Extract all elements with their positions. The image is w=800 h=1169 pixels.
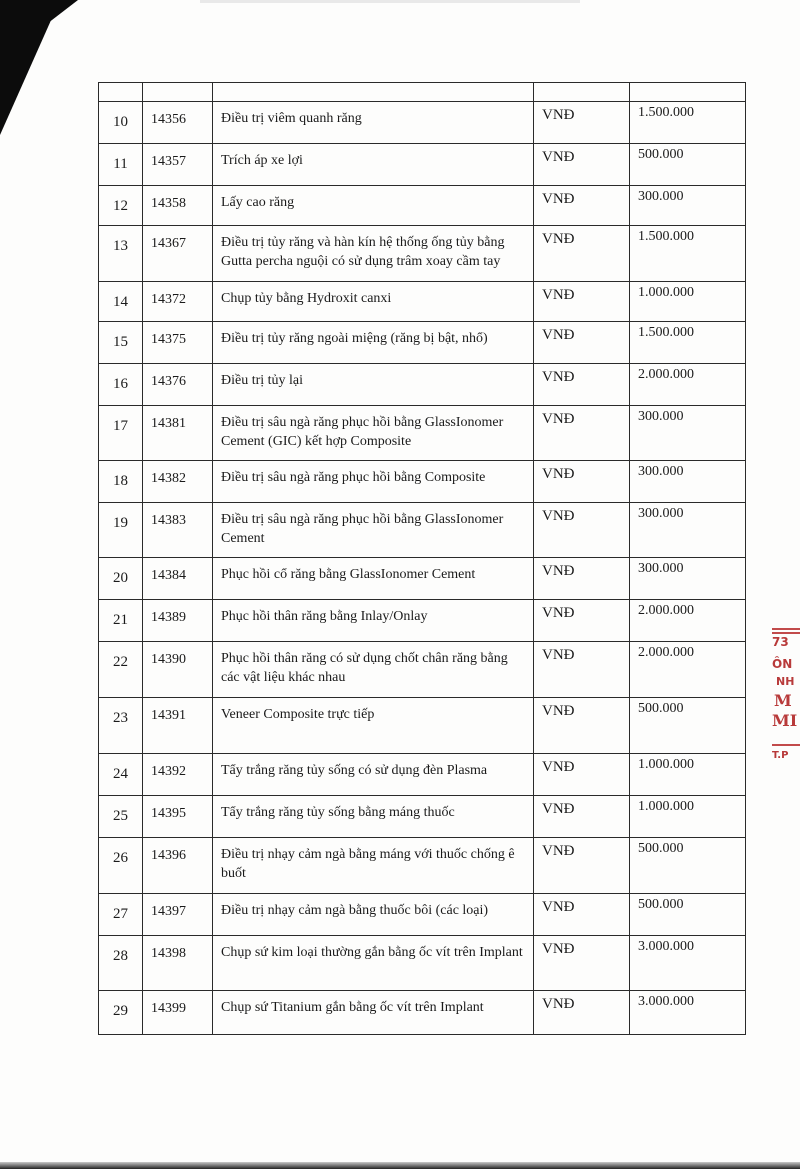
price-cell: 300.000: [630, 503, 746, 558]
table-row: [99, 600, 746, 642]
service-code-cell: 14384: [143, 558, 213, 600]
service-name-cell: Điều trị nhạy cảm ngà bằng thuốc bôi (các loại): [213, 894, 534, 936]
row-number-cell: 12: [99, 186, 143, 226]
row-number-cell: 22: [99, 642, 143, 698]
table-row: [99, 503, 746, 558]
price-cell: 300.000: [630, 186, 746, 226]
header-cell: [99, 83, 143, 102]
service-code-cell: 14383: [143, 503, 213, 558]
service-name-cell: Phục hồi thân răng bằng Inlay/Onlay: [213, 600, 534, 642]
table-row: [99, 364, 746, 406]
table-row: [99, 144, 746, 186]
service-name-cell: Điều trị nhạy cảm ngà bằng máng với thuốc chống ê buốt: [213, 838, 534, 894]
service-code-cell: 14389: [143, 600, 213, 642]
service-name-cell: Chụp tủy bằng Hydroxit canxi: [213, 282, 534, 322]
service-code-cell: 14382: [143, 461, 213, 503]
service-code-cell: 14390: [143, 642, 213, 698]
row-number-cell: 29: [99, 991, 143, 1035]
table-row: [99, 282, 746, 322]
price-cell: 2.000.000: [630, 364, 746, 406]
service-name-cell: Phục hồi cổ răng bằng GlassIonomer Cement: [213, 558, 534, 600]
row-number-cell: 14: [99, 282, 143, 322]
service-name-cell: Tẩy trắng răng tủy sống có sử dụng đèn Plasma: [213, 754, 534, 796]
price-cell: 300.000: [630, 406, 746, 461]
service-name-cell: Điều trị sâu ngà răng phục hồi bằng Composite: [213, 461, 534, 503]
service-name-cell: Chụp sứ Titanium gắn bằng ốc vít trên Implant: [213, 991, 534, 1035]
service-name-cell: Phục hồi thân răng có sử dụng chốt chân răng bằng các vật liệu khác nhau: [213, 642, 534, 698]
currency-cell: VNĐ: [534, 754, 630, 796]
currency-cell: VNĐ: [534, 838, 630, 894]
table-row: [99, 894, 746, 936]
service-code-cell: 14375: [143, 322, 213, 364]
dental-fee-table: [98, 82, 746, 1035]
currency-cell: VNĐ: [534, 364, 630, 406]
currency-cell: VNĐ: [534, 406, 630, 461]
stamp-text: T.P: [772, 750, 789, 761]
service-name-cell: Điều trị sâu ngà răng phục hồi bằng GlassIonomer Cement: [213, 503, 534, 558]
service-name-cell: Veneer Composite trực tiếp: [213, 698, 534, 754]
scan-bottom-edge: [0, 1162, 800, 1169]
service-code-cell: 14395: [143, 796, 213, 838]
service-code-cell: 14356: [143, 102, 213, 144]
currency-cell: VNĐ: [534, 600, 630, 642]
service-code-cell: 14367: [143, 226, 213, 282]
row-number-cell: 11: [99, 144, 143, 186]
stamp-text: M: [774, 691, 792, 710]
currency-cell: VNĐ: [534, 894, 630, 936]
red-seal-stamp-fragment: [772, 628, 800, 768]
currency-cell: VNĐ: [534, 102, 630, 144]
currency-cell: VNĐ: [534, 503, 630, 558]
header-cell: [213, 83, 534, 102]
currency-cell: VNĐ: [534, 936, 630, 991]
service-code-cell: 14381: [143, 406, 213, 461]
header-cell: [534, 83, 630, 102]
service-code-cell: 14397: [143, 894, 213, 936]
currency-cell: VNĐ: [534, 461, 630, 503]
table-header-row: [99, 83, 746, 102]
row-number-cell: 18: [99, 461, 143, 503]
table-row: [99, 406, 746, 461]
stamp-border-line: [772, 628, 800, 630]
table-row: [99, 186, 746, 226]
currency-cell: VNĐ: [534, 322, 630, 364]
currency-cell: VNĐ: [534, 144, 630, 186]
row-number-cell: 27: [99, 894, 143, 936]
price-cell: 3.000.000: [630, 936, 746, 991]
row-number-cell: 17: [99, 406, 143, 461]
service-name-cell: Trích áp xe lợi: [213, 144, 534, 186]
stamp-text: MI: [772, 711, 798, 730]
currency-cell: VNĐ: [534, 282, 630, 322]
price-cell: 2.000.000: [630, 600, 746, 642]
currency-cell: VNĐ: [534, 186, 630, 226]
stamp-text: 73: [772, 635, 789, 649]
service-code-cell: 14376: [143, 364, 213, 406]
price-cell: 300.000: [630, 461, 746, 503]
currency-cell: VNĐ: [534, 558, 630, 600]
table-row: [99, 461, 746, 503]
currency-cell: VNĐ: [534, 991, 630, 1035]
service-code-cell: 14398: [143, 936, 213, 991]
service-name-cell: Tẩy trắng răng tủy sống bằng máng thuốc: [213, 796, 534, 838]
table-row: [99, 754, 746, 796]
service-code-cell: 14391: [143, 698, 213, 754]
row-number-cell: 23: [99, 698, 143, 754]
price-cell: 500.000: [630, 894, 746, 936]
price-cell: 1.500.000: [630, 322, 746, 364]
price-cell: 1.000.000: [630, 796, 746, 838]
stamp-text: ÔN: [772, 657, 793, 671]
currency-cell: VNĐ: [534, 226, 630, 282]
stamp-text: NH: [776, 675, 795, 688]
scan-top-edge: [200, 0, 580, 3]
row-number-cell: 28: [99, 936, 143, 991]
service-name-cell: Điều trị viêm quanh răng: [213, 102, 534, 144]
service-code-cell: 14358: [143, 186, 213, 226]
service-code-cell: 14399: [143, 991, 213, 1035]
table-row: [99, 102, 746, 144]
currency-cell: VNĐ: [534, 796, 630, 838]
table-row: [99, 226, 746, 282]
currency-cell: VNĐ: [534, 642, 630, 698]
price-cell: 500.000: [630, 144, 746, 186]
service-name-cell: Lấy cao răng: [213, 186, 534, 226]
table-row: [99, 936, 746, 991]
row-number-cell: 13: [99, 226, 143, 282]
fee-table-body: [99, 83, 746, 1035]
price-cell: 500.000: [630, 698, 746, 754]
table-row: [99, 838, 746, 894]
scan-shadow-corner-inner: [0, 0, 78, 60]
row-number-cell: 26: [99, 838, 143, 894]
row-number-cell: 25: [99, 796, 143, 838]
service-name-cell: Chụp sứ kim loại thường gắn bằng ốc vít trên Implant: [213, 936, 534, 991]
table-row: [99, 698, 746, 754]
price-cell: 1.000.000: [630, 754, 746, 796]
header-cell: [630, 83, 746, 102]
service-name-cell: Điều trị tủy lại: [213, 364, 534, 406]
row-number-cell: 20: [99, 558, 143, 600]
price-cell: 3.000.000: [630, 991, 746, 1035]
service-name-cell: Điều trị tủy răng ngoài miệng (răng bị bật, nhổ): [213, 322, 534, 364]
service-code-cell: 14396: [143, 838, 213, 894]
price-cell: 1.500.000: [630, 226, 746, 282]
table-row: [99, 322, 746, 364]
row-number-cell: 24: [99, 754, 143, 796]
row-number-cell: 21: [99, 600, 143, 642]
row-number-cell: 10: [99, 102, 143, 144]
price-cell: 2.000.000: [630, 642, 746, 698]
header-cell: [143, 83, 213, 102]
service-code-cell: 14372: [143, 282, 213, 322]
service-name-cell: Điều trị tủy răng và hàn kín hệ thống ống tủy bằng Gutta percha nguội có sử dụng trâm xoay cầm tay: [213, 226, 534, 282]
service-code-cell: 14357: [143, 144, 213, 186]
row-number-cell: 19: [99, 503, 143, 558]
table-row: [99, 558, 746, 600]
table-row: [99, 796, 746, 838]
service-name-cell: Điều trị sâu ngà răng phục hồi bằng GlassIonomer Cement (GIC) kết hợp Composite: [213, 406, 534, 461]
currency-cell: VNĐ: [534, 698, 630, 754]
row-number-cell: 15: [99, 322, 143, 364]
price-cell: 1.500.000: [630, 102, 746, 144]
price-cell: 1.000.000: [630, 282, 746, 322]
table-row: [99, 642, 746, 698]
price-cell: 500.000: [630, 838, 746, 894]
row-number-cell: 16: [99, 364, 143, 406]
table-row: [99, 991, 746, 1035]
price-cell: 300.000: [630, 558, 746, 600]
service-code-cell: 14392: [143, 754, 213, 796]
